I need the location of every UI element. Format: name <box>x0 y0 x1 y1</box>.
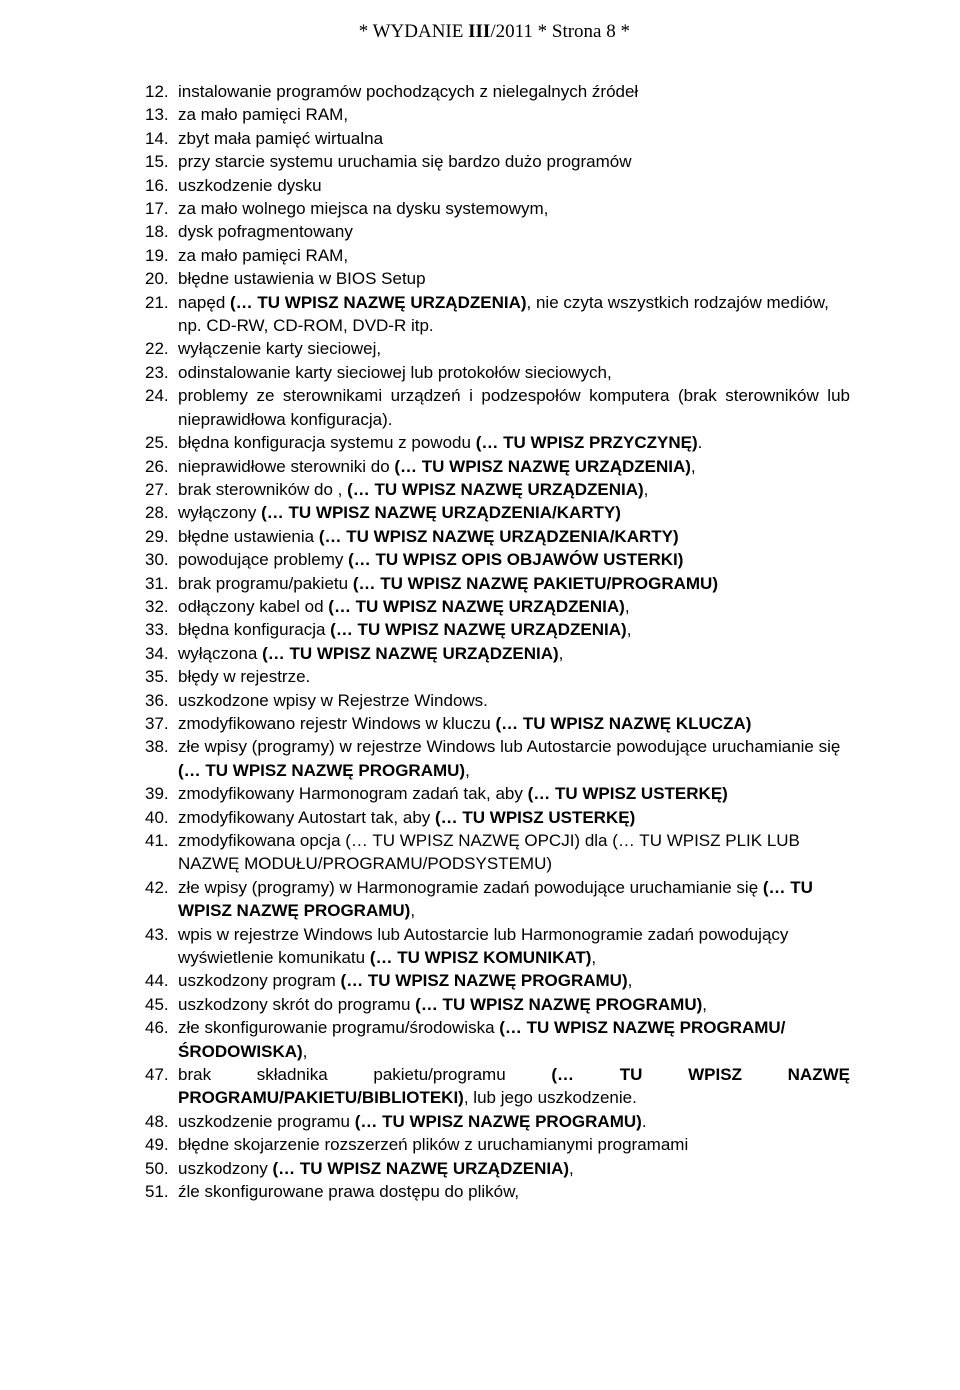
list-item <box>145 174 850 197</box>
item-number: 24. <box>145 386 169 406</box>
list-item <box>145 993 850 1016</box>
item-number: 16. <box>145 175 169 195</box>
list-item <box>145 455 850 478</box>
item-text-part: zmodyfikowana opcja (… TU WPISZ NAZWĘ OPCJI) dla (… TU WPISZ PLIK LUB NAZWĘ MODUŁU/PROGRAMU/PODSYSTEMU) <box>178 831 800 874</box>
item-text-part: złe wpisy (programy) w Harmonogramie zadań powodujące uruchamianie się <box>178 877 763 897</box>
item-text-part: błędne ustawienia w BIOS Setup <box>178 269 426 289</box>
item-text <box>178 735 850 782</box>
list-item <box>145 969 850 992</box>
item-number: 29. <box>145 526 169 546</box>
list-item <box>145 735 850 782</box>
item-text-part: , <box>591 948 597 968</box>
item-text-part: błędy w rejestrze. <box>178 667 311 687</box>
item-text-part: nieprawidłowe sterowniki do <box>178 456 395 476</box>
item-text <box>178 244 850 267</box>
placeholder-text: (… TU WPISZ USTERKĘ) <box>527 784 728 804</box>
item-number: 50. <box>145 1158 169 1178</box>
item-text-part: wpis w rejestrze Windows lub Autostarcie lub Harmonogramie zadań powodujący wyświetlenie komunikatu <box>178 924 789 968</box>
list-item <box>145 806 850 829</box>
item-text <box>178 220 850 243</box>
item-text-part: , <box>624 596 630 616</box>
item-text <box>178 267 850 290</box>
placeholder-text: (… TU WPISZ NAZWĘ URZĄDZENIA/KARTY) <box>318 526 679 546</box>
list-item <box>145 431 850 454</box>
item-number: 31. <box>145 573 169 593</box>
item-number: 26. <box>145 456 169 476</box>
placeholder-text: (… TU WPISZ NAZWĘ URZĄDZENIA) <box>230 292 527 312</box>
list-item <box>145 244 850 267</box>
item-text-part: brak sterowników do , <box>178 479 348 499</box>
item-text <box>178 572 850 595</box>
item-text <box>178 712 850 735</box>
list-item <box>145 1110 850 1133</box>
item-text-part: przy starcie systemu uruchamia się bardzo dużo programów <box>178 152 632 172</box>
list-item <box>145 1157 850 1180</box>
item-text <box>178 829 850 876</box>
placeholder-text: (… TU WPISZ NAZWĘ PROGRAMU) <box>354 1111 642 1131</box>
item-text <box>178 1016 850 1063</box>
placeholder-text: (… TU WPISZ NAZWĘ PROGRAMU/PAKIETU/BIBLIOTEKI) <box>178 1065 850 1108</box>
item-text-part: błędna konfiguracja <box>178 620 331 640</box>
list-item <box>145 1016 850 1063</box>
item-number: 33. <box>145 620 169 640</box>
list-item <box>145 1063 850 1110</box>
item-text <box>178 1110 850 1133</box>
item-text <box>178 455 850 478</box>
header-suffix: /2011 * Strona 8 * <box>490 21 630 42</box>
item-text-part: uszkodzenie dysku <box>178 175 322 195</box>
item-number: 18. <box>145 222 169 242</box>
placeholder-text: (… TU WPISZ NAZWĘ KLUCZA) <box>495 713 752 733</box>
list-item <box>145 642 850 665</box>
item-text-part: uszkodzony skrót do programu <box>178 994 416 1014</box>
item-text-part: wyłączenie karty sieciowej, <box>178 339 382 359</box>
placeholder-text: (… TU WPISZ NAZWĘ URZĄDZENIA/KARTY) <box>261 503 621 523</box>
item-text-part: uszkodzenie programu <box>178 1111 355 1131</box>
item-text <box>178 501 850 524</box>
item-number: 35. <box>145 667 169 687</box>
item-number: 46. <box>145 1018 169 1038</box>
item-text <box>178 1063 850 1110</box>
item-text-part: zmodyfikowany Autostart tak, aby <box>178 807 436 827</box>
placeholder-text: (… TU WPISZ KOMUNIKAT) <box>369 948 592 968</box>
item-number: 34. <box>145 643 169 663</box>
item-number: 47. <box>145 1065 169 1085</box>
list-item <box>145 384 850 431</box>
list-item <box>145 103 850 126</box>
item-text-part: uszkodzony program <box>178 971 341 991</box>
item-text <box>178 150 850 173</box>
list-item <box>145 197 850 220</box>
placeholder-text: (… TU WPISZ PRZYCZYNĘ) <box>475 433 698 453</box>
item-text-part: powodujące problemy <box>178 550 349 570</box>
item-number: 30. <box>145 550 169 570</box>
placeholder-text: (… TU WPISZ NAZWĘ PROGRAMU) <box>340 971 628 991</box>
item-text-part: zbyt mała pamięć wirtualna <box>178 128 384 148</box>
item-number: 14. <box>145 128 169 148</box>
causes-list <box>145 80 850 1204</box>
list-item <box>145 478 850 501</box>
item-text-part: . <box>641 1111 647 1131</box>
item-number: 27. <box>145 479 169 499</box>
item-text-part: , nie czyta wszystkich rodzajów mediów, np. CD-RW, CD-ROM, DVD-R itp. <box>178 292 829 336</box>
item-text-part: , <box>302 1041 308 1061</box>
item-text-part: instalowanie programów pochodzących z nielegalnych źródeł <box>178 82 639 101</box>
item-text-part: źle skonfigurowane prawa dostępu do plików, <box>178 1182 520 1202</box>
list-item <box>145 876 850 923</box>
item-number: 39. <box>145 784 169 804</box>
list-item <box>145 618 850 641</box>
item-text <box>178 782 850 805</box>
placeholder-text: (… TU WPISZ NAZWĘ URZĄDZENIA) <box>272 1158 570 1178</box>
list-item <box>145 361 850 384</box>
item-number: 49. <box>145 1135 169 1155</box>
item-text-part: napęd <box>178 292 230 312</box>
item-number: 40. <box>145 807 169 827</box>
item-number: 23. <box>145 362 169 382</box>
item-text-part: brak składnika pakietu/programu <box>178 1065 552 1085</box>
item-text-part: wyłączona <box>178 643 263 663</box>
item-text <box>178 1133 850 1156</box>
item-text-part: błędne skojarzenie rozszerzeń plików z uruchamianymi programami <box>178 1135 689 1155</box>
list-item <box>145 829 850 876</box>
item-text <box>178 361 850 384</box>
item-text-part: , <box>643 479 649 499</box>
item-text-part: złe wpisy (programy) w rejestrze Windows lub Autostarcie powodujące uruchamianie się <box>178 737 841 757</box>
item-text-part: złe skonfigurowanie programu/środowiska <box>178 1018 500 1038</box>
item-text <box>178 337 850 360</box>
item-number: 25. <box>145 433 169 453</box>
item-text <box>178 689 850 712</box>
list-item <box>145 712 850 735</box>
item-number: 36. <box>145 690 169 710</box>
placeholder-text: (… TU WPISZ NAZWĘ PAKIETU/PROGRAMU) <box>352 573 718 593</box>
item-text-part: zmodyfikowany Harmonogram zadań tak, aby <box>178 784 528 804</box>
item-text <box>178 174 850 197</box>
item-text <box>178 291 850 338</box>
item-text-part: dysk pofragmentowany <box>178 222 353 242</box>
item-number: 21. <box>145 292 169 312</box>
placeholder-text: (… TU WPISZ NAZWĘ PROGRAMU) <box>415 994 703 1014</box>
item-text-part: uszkodzone wpisy w Rejestrze Windows. <box>178 690 488 710</box>
list-item <box>145 595 850 618</box>
list-item <box>145 80 850 103</box>
item-text <box>178 1157 850 1180</box>
item-number: 15. <box>145 152 169 172</box>
item-number: 37. <box>145 713 169 733</box>
list-item <box>145 782 850 805</box>
item-text-part: , <box>627 971 633 991</box>
item-text-part: za mało wolnego miejsca na dysku systemowym, <box>178 199 549 219</box>
item-text-part: , <box>702 994 707 1014</box>
item-text-part: problemy ze sterownikami urządzeń i podzespołów komputera (brak sterowników lub nieprawidłowa konfiguracja). <box>178 386 850 429</box>
item-text-part: błędna konfiguracja systemu z powodu <box>178 433 476 453</box>
placeholder-text: (… TU WPISZ NAZWĘ URZĄDZENIA) <box>328 596 625 616</box>
header-edition: III <box>468 21 491 42</box>
list-item <box>145 150 850 173</box>
item-text-part: uszkodzony <box>178 1158 273 1178</box>
item-number: 38. <box>145 737 169 757</box>
item-text-part: za mało pamięci RAM, <box>178 245 349 265</box>
item-text-part: za mało pamięci RAM, <box>178 105 349 125</box>
item-number: 13. <box>145 105 169 125</box>
placeholder-text: (… TU WPISZ OPIS OBJAWÓW USTERKI) <box>348 550 684 570</box>
item-number: 41. <box>145 831 169 850</box>
item-text <box>178 548 850 571</box>
item-text <box>178 525 850 548</box>
placeholder-text: (… TU WPISZ NAZWĘ URZĄDZENIA) <box>394 456 691 476</box>
item-number: 28. <box>145 503 169 523</box>
list-item <box>145 689 850 712</box>
placeholder-text: (… TU WPISZ USTERKĘ) <box>435 807 636 827</box>
item-text-part: , <box>690 456 696 476</box>
item-number: 32. <box>145 596 169 616</box>
item-number: 42. <box>145 877 169 897</box>
list-item <box>145 665 850 688</box>
item-text-part: , <box>465 760 470 780</box>
item-text <box>178 665 850 688</box>
list-item <box>145 220 850 243</box>
item-text <box>178 923 850 970</box>
item-text <box>178 431 850 454</box>
list-item <box>145 501 850 524</box>
item-text <box>178 478 850 501</box>
item-text-part: brak programu/pakietu <box>178 573 353 593</box>
placeholder-text: (… TU WPISZ NAZWĘ PROGRAMU) <box>178 760 466 780</box>
list-item <box>145 127 850 150</box>
list-item <box>145 1180 850 1203</box>
page-header <box>359 18 630 46</box>
list-item <box>145 337 850 360</box>
item-text <box>178 1180 850 1203</box>
item-number: 43. <box>145 924 169 944</box>
item-text-part: , lub jego uszkodzenie. <box>463 1088 637 1108</box>
list-item <box>145 1133 850 1156</box>
placeholder-text: (… TU WPISZ NAZWĘ URZĄDZENIA) <box>347 479 644 499</box>
item-number: 45. <box>145 994 169 1014</box>
item-text <box>178 197 850 220</box>
placeholder-text: (… TU WPISZ NAZWĘ PROGRAMU/ŚRODOWISKA) <box>178 1018 786 1061</box>
item-text <box>178 595 850 618</box>
item-text-part: , <box>410 901 416 921</box>
item-text <box>178 642 850 665</box>
header-prefix: * WYDANIE <box>358 21 469 42</box>
item-text <box>178 384 850 431</box>
item-text-part: odinstalowanie karty sieciowej lub protokołów sieciowych, <box>178 362 612 382</box>
item-text <box>178 969 850 992</box>
item-text <box>178 876 850 923</box>
list-item <box>145 525 850 548</box>
item-text-part: odłączony kabel od <box>178 596 329 616</box>
item-number: 12. <box>145 82 169 101</box>
item-text-part: . <box>697 433 703 453</box>
list-item <box>145 267 850 290</box>
list-item <box>145 572 850 595</box>
item-text <box>178 80 850 103</box>
list-item <box>145 291 850 338</box>
item-text-part: , <box>558 643 564 663</box>
item-text <box>178 618 850 641</box>
item-number: 44. <box>145 971 169 991</box>
placeholder-text: (… TU WPISZ NAZWĘ URZĄDZENIA) <box>262 643 559 663</box>
item-number: 22. <box>145 339 169 359</box>
list-item <box>145 548 850 571</box>
item-text <box>178 993 850 1016</box>
item-number: 48. <box>145 1111 169 1131</box>
item-number: 17. <box>145 199 169 219</box>
list-item <box>145 923 850 970</box>
item-number: 19. <box>145 245 169 265</box>
item-text-part: błędne ustawienia <box>178 526 319 546</box>
item-text-part: wyłączony <box>178 503 262 523</box>
item-text <box>178 127 850 150</box>
placeholder-text: (… TU WPISZ NAZWĘ PROGRAMU) <box>178 877 813 921</box>
item-text <box>178 103 850 126</box>
item-text <box>178 806 850 829</box>
item-number: 51. <box>145 1182 169 1202</box>
item-number: 20. <box>145 269 169 289</box>
item-text-part: , <box>569 1158 574 1178</box>
item-text-part: , <box>626 620 632 640</box>
item-text-part: zmodyfikowano rejestr Windows w kluczu <box>178 713 496 733</box>
placeholder-text: (… TU WPISZ NAZWĘ URZĄDZENIA) <box>330 620 627 640</box>
